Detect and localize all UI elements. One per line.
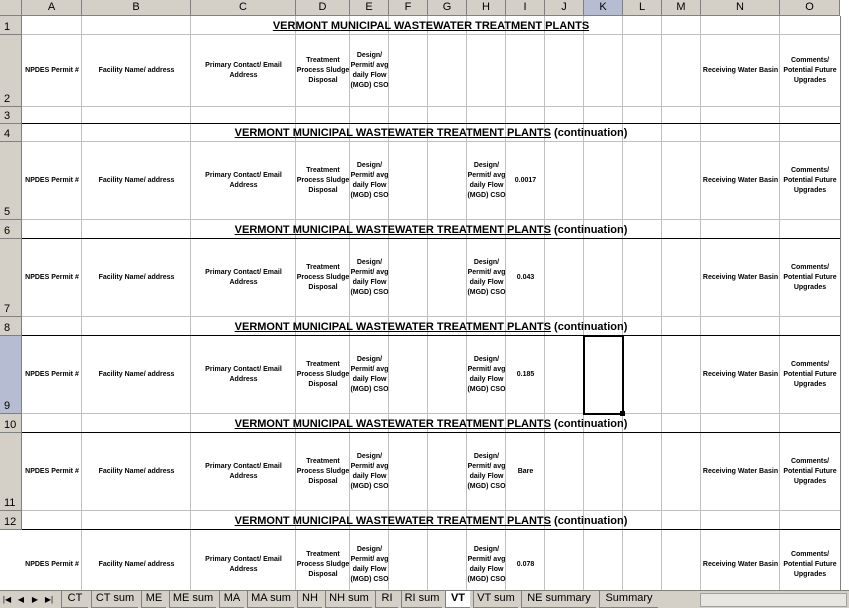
treatment-header: Treatment Process Sludge Disposal (296, 264, 350, 291)
row-header-7[interactable] (0, 239, 22, 317)
contact-header: Primary Contact/ Email Address (205, 172, 282, 189)
column-header-j[interactable]: J (545, 0, 584, 16)
comments-header: Comments/ Potential Future Upgrades (783, 57, 837, 84)
design-flow-header: Design/ Permit/ avg daily Flow (MGD) CSO (467, 162, 506, 199)
contact-header: Primary Contact/ Email Address (205, 62, 282, 79)
sheet-title (22, 126, 840, 140)
facility-header: Facility Name/ address (98, 177, 175, 184)
facility-header: Facility Name/ address (98, 468, 175, 475)
design-flow-header: Design/ Permit/ avg daily Flow (MGD) CSO (467, 259, 506, 296)
row-header-3[interactable] (0, 107, 22, 124)
gridline (622, 16, 623, 590)
flow-value: 0.0017 (514, 177, 537, 184)
sheet-title (22, 514, 840, 528)
row-number: 4 (4, 128, 11, 140)
sheet-tab-ri[interactable]: RI (376, 591, 398, 608)
treatment-header: Treatment Process Sludge Disposal (296, 551, 350, 578)
flow-value: 0.078 (516, 561, 535, 568)
prev-sheet-icon[interactable]: ◀ (17, 595, 25, 604)
sheet-title (22, 19, 840, 33)
facility-header: Facility Name/ address (98, 371, 175, 378)
gridline (583, 16, 584, 590)
sheet-title (22, 223, 840, 237)
grid-right-edge (840, 16, 841, 590)
row-number: 7 (4, 303, 11, 315)
row-number: 6 (4, 225, 11, 237)
sheet-tab-me-sum[interactable]: ME sum (170, 591, 216, 608)
row-number: 10 (4, 419, 17, 431)
design-flow-header: Design/ Permit/ avg daily Flow (MGD) CSO (350, 259, 389, 296)
receiving-water-header: Receiving Water Basin (702, 371, 779, 378)
select-all-corner[interactable] (0, 0, 22, 16)
flow-value: 0.185 (516, 371, 535, 378)
design-flow-header: Design/ Permit/ avg daily Flow (MGD) CSO (350, 356, 389, 393)
column-header-m[interactable]: M (662, 0, 701, 16)
title-main: VERMONT MUNICIPAL WASTEWATER TREATMENT PLANTS (234, 418, 551, 430)
design-flow-header: Design/ Permit/ avg daily Flow (MGD) CSO (467, 546, 506, 583)
row-header-8[interactable] (0, 317, 22, 336)
title-suffix: (continuation) (550, 515, 628, 527)
row-number: 11 (4, 497, 16, 509)
title-main: VERMONT MUNICIPAL WASTEWATER TREATMENT PLANTS (234, 515, 551, 527)
design-flow-header: Design/ Permit/ avg daily Flow (MGD) CSO (350, 162, 389, 199)
npdes-header: NPDES Permit # (25, 67, 79, 74)
design-flow-header: Design/ Permit/ avg daily Flow (MGD) CSO (350, 546, 389, 583)
npdes-header: NPDES Permit # (25, 177, 79, 184)
sheet-title (22, 320, 840, 334)
treatment-header: Treatment Process Sludge Disposal (296, 361, 350, 388)
table-border (22, 123, 840, 124)
sheet-tab-ne-summary[interactable]: NE summary (522, 591, 596, 608)
facility-header: Facility Name/ address (98, 67, 175, 74)
column-header-h[interactable]: H (467, 0, 506, 16)
row-number: 5 (4, 206, 11, 218)
row-number: 1 (4, 21, 11, 33)
column-header-n[interactable]: N (701, 0, 780, 16)
gridline (544, 16, 545, 590)
title-suffix: (continuation) (550, 321, 628, 333)
row-header-12[interactable] (0, 511, 22, 530)
npdes-header: NPDES Permit # (25, 468, 79, 475)
column-header-g[interactable]: G (428, 0, 467, 16)
design-flow-header: Design/ Permit/ avg daily Flow (MGD) CSO (350, 453, 389, 490)
column-header-k[interactable]: K (584, 0, 623, 16)
row-header-11[interactable] (0, 433, 22, 511)
npdes-header: NPDES Permit # (25, 371, 79, 378)
row-header-10[interactable] (0, 414, 22, 433)
receiving-water-header: Receiving Water Basin (702, 177, 779, 184)
flow-value: 0.043 (516, 274, 535, 281)
comments-header: Comments/ Potential Future Upgrades (783, 361, 837, 388)
facility-header: Facility Name/ address (98, 274, 175, 281)
row-header-4[interactable] (0, 124, 22, 142)
column-header-o[interactable]: O (780, 0, 840, 16)
contact-header: Primary Contact/ Email Address (205, 269, 282, 286)
design-flow-header: Design/ Permit/ avg daily Flow (MGD) CSO (467, 453, 506, 490)
fill-handle[interactable] (620, 411, 625, 416)
sheet-tab-nh[interactable]: NH (298, 591, 322, 608)
title-suffix: (continuation) (550, 224, 628, 236)
receiving-water-header: Receiving Water Basin (702, 274, 779, 281)
contact-header: Primary Contact/ Email Address (205, 463, 282, 480)
sheet-tab-ma-sum[interactable]: MA sum (248, 591, 294, 608)
treatment-header: Treatment Process Sludge Disposal (296, 458, 350, 485)
sheet-tab-ma[interactable]: MA (220, 591, 244, 608)
title-suffix: (continuation) (550, 127, 628, 139)
title-main: VERMONT MUNICIPAL WASTEWATER TREATMENT PLANTS (272, 20, 590, 32)
comments-header: Comments/ Potential Future Upgrades (783, 264, 837, 291)
row-header-2[interactable] (0, 35, 22, 107)
contact-header: Primary Contact/ Email Address (205, 366, 282, 383)
gridline (661, 16, 662, 590)
gridline (427, 16, 428, 590)
design-flow-header: Design/ Permit/ avg daily Flow (MGD) CSO (350, 52, 389, 89)
treatment-header: Treatment Process Sludge Disposal (296, 167, 350, 194)
column-header-l[interactable]: L (623, 0, 662, 16)
title-suffix: (continuation) (550, 418, 628, 430)
column-header-a[interactable]: A (22, 0, 82, 16)
sheet-tab-summary[interactable]: Summary (600, 591, 658, 608)
comments-header: Comments/ Potential Future Upgrades (783, 167, 837, 194)
column-header-d[interactable]: D (296, 0, 350, 16)
title-main: VERMONT MUNICIPAL WASTEWATER TREATMENT PLANTS (234, 127, 551, 139)
column-header-e[interactable]: E (350, 0, 389, 16)
treatment-header: Treatment Process Sludge Disposal (296, 57, 350, 84)
sheet-tab-ri-sum[interactable]: RI sum (402, 591, 442, 608)
receiving-water-header: Receiving Water Basin (702, 468, 779, 475)
npdes-header: NPDES Permit # (25, 561, 79, 568)
sheet-tab-bar (0, 590, 849, 608)
sheet-tab-vt-sum[interactable]: VT sum (474, 591, 518, 608)
design-flow-header: Design/ Permit/ avg daily Flow (MGD) CSO (467, 356, 506, 393)
selected-cell[interactable] (583, 335, 624, 415)
column-header-b[interactable]: B (82, 0, 191, 16)
row-number: 9 (4, 400, 11, 412)
receiving-water-header: Receiving Water Basin (702, 561, 779, 568)
row-number: 3 (4, 110, 11, 122)
column-header-c[interactable]: C (191, 0, 296, 16)
sheet-tab-ct-sum[interactable]: CT sum (92, 591, 138, 608)
sheet-tab-me[interactable]: ME (142, 591, 166, 608)
column-header-f[interactable]: F (389, 0, 428, 16)
comments-header: Comments/ Potential Future Upgrades (783, 551, 837, 578)
row-header-9[interactable] (0, 336, 22, 414)
sheet-tab-vt[interactable]: VT (446, 591, 470, 608)
first-sheet-icon[interactable]: |◀ (2, 595, 12, 604)
npdes-header: NPDES Permit # (25, 274, 79, 281)
column-header-i[interactable]: I (506, 0, 545, 16)
row-number: 2 (4, 93, 11, 105)
sheet-title (22, 417, 840, 431)
receiving-water-header: Receiving Water Basin (702, 67, 779, 74)
sheet-tab-ct[interactable]: CT (62, 591, 88, 608)
title-main: VERMONT MUNICIPAL WASTEWATER TREATMENT PLANTS (234, 224, 551, 236)
flow-value: Bare (517, 468, 534, 475)
last-sheet-icon[interactable]: ▶| (44, 595, 54, 604)
contact-header: Primary Contact/ Email Address (205, 556, 282, 573)
row-header-6[interactable] (0, 220, 22, 239)
row-header-1[interactable] (0, 16, 22, 35)
row-header-5[interactable] (0, 142, 22, 220)
facility-header: Facility Name/ address (98, 561, 175, 568)
row-number: 12 (4, 516, 17, 528)
row-number: 8 (4, 322, 11, 334)
comments-header: Comments/ Potential Future Upgrades (783, 458, 837, 485)
sheet-tab-nh-sum[interactable]: NH sum (326, 591, 372, 608)
title-main: VERMONT MUNICIPAL WASTEWATER TREATMENT PLANTS (234, 321, 551, 333)
horizontal-scrollbar[interactable] (700, 593, 847, 607)
next-sheet-icon[interactable]: ▶ (31, 595, 39, 604)
